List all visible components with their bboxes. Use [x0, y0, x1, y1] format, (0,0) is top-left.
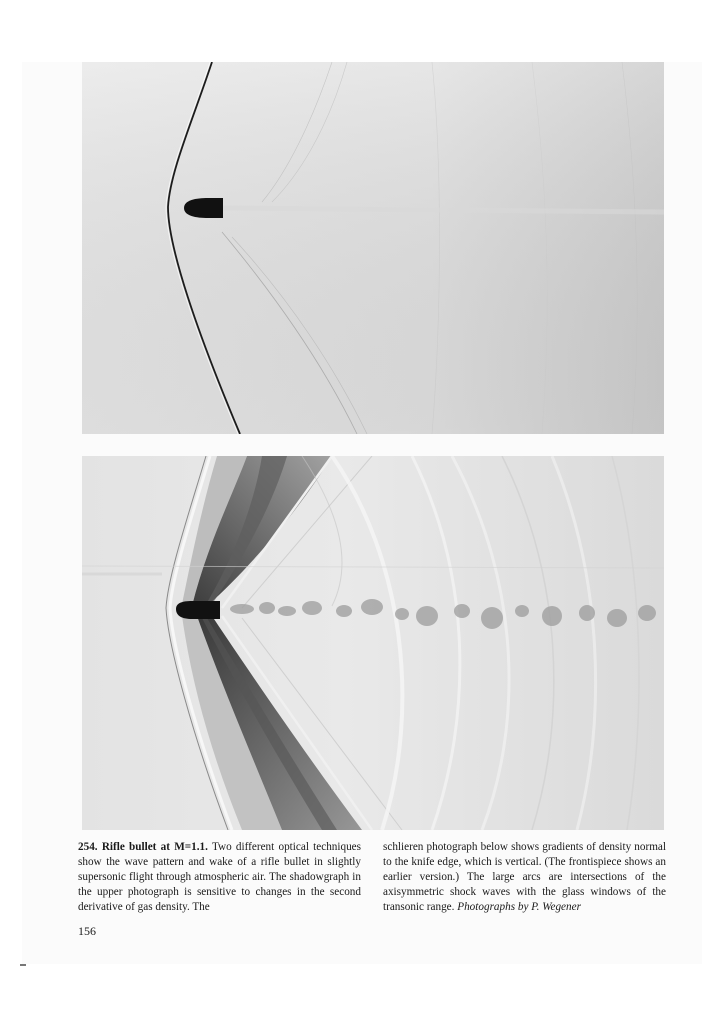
caption-text-right: schlieren photograph below shows gradients of density normal to the knife edge, which is vertical. (The frontispiece shows an earlier version.) The large arcs are intersections of the axisymmetric shock waves with the glass windows of the transonic range.: [383, 841, 666, 913]
caption-text-left: Two different optical techniques show the wave pattern and wake of a rifle bullet in slightly supersonic flight through atmospheric air. The shadowgraph in the upper photograph is sensitive to changes in the second derivative of gas density. The: [78, 841, 362, 913]
schlieren-image: [82, 456, 664, 830]
photo-credit: Photographs by P. Wegener: [457, 901, 581, 913]
figure-caption-right: [383, 840, 666, 915]
figure-caption-left: [78, 840, 361, 915]
figure-title: Rifle bullet at M=1.1.: [101, 841, 208, 853]
page-number: 156: [78, 924, 96, 938]
schlieren-photo: [82, 456, 664, 830]
bullet: [176, 601, 220, 619]
edge-mark: [20, 964, 26, 966]
bullet: [184, 198, 223, 218]
schlieren-background: [82, 456, 664, 830]
shadowgraph-image: [82, 62, 664, 434]
figure-number: 254.: [78, 841, 98, 853]
shadowgraph-photo: [82, 62, 664, 434]
